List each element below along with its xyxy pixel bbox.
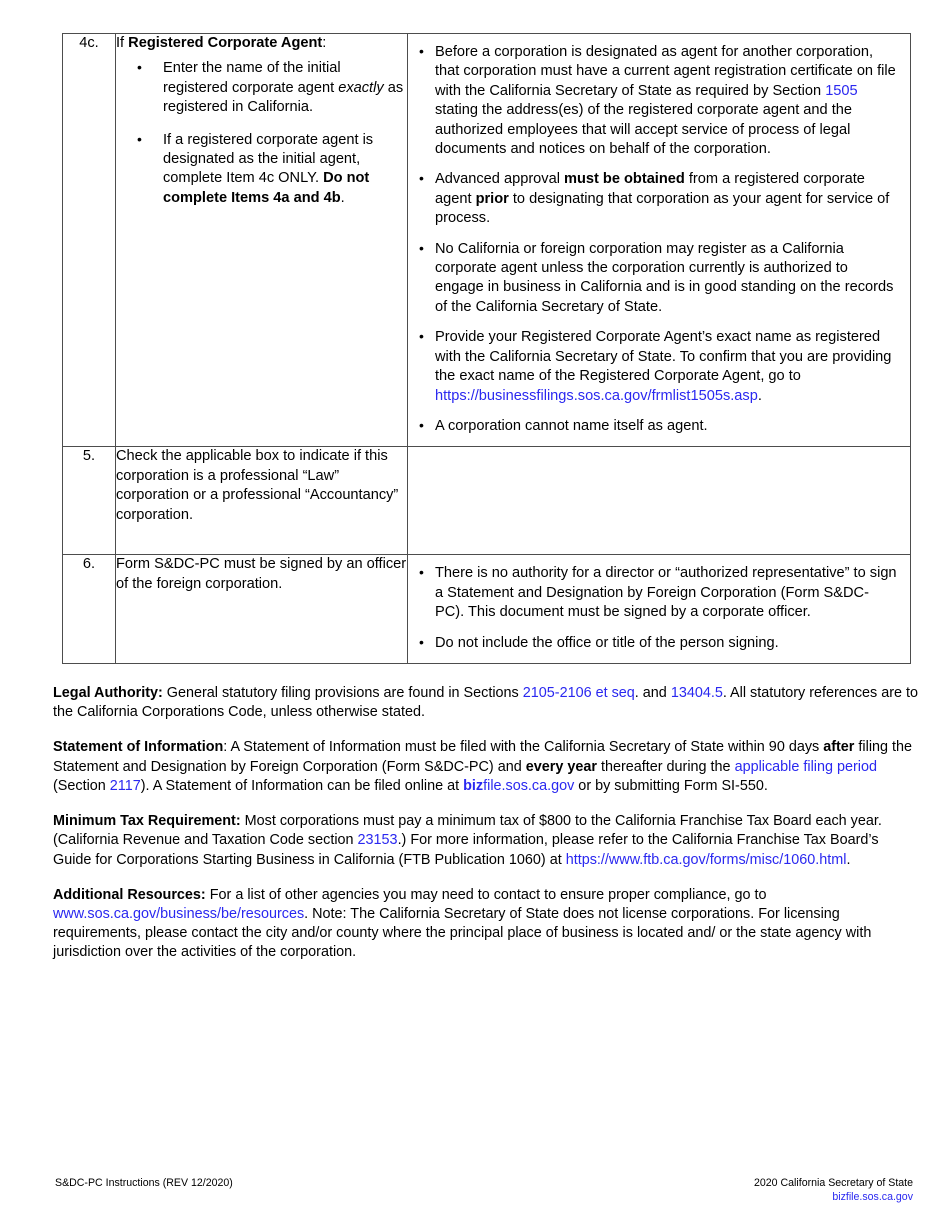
text-part: . All statutory references are to the California Corporations Code, unless otherwise stated. <box>53 685 919 721</box>
section-23153-link[interactable]: 23153 <box>357 832 398 849</box>
bullet-text-part: Enter the name of the initial registered corporate agent <box>163 60 341 96</box>
item-number: 5. <box>82 448 96 465</box>
footer-agency-name: 2020 California Secretary of State <box>754 1177 913 1189</box>
list-item <box>116 59 407 117</box>
table-row <box>63 34 911 447</box>
item-number-cell <box>63 34 116 447</box>
bullet-text-part: Do not include the office or title of the person signing. <box>435 634 779 651</box>
list-item <box>418 328 898 406</box>
item-number: 4c. <box>79 35 99 51</box>
instructions-table <box>62 33 911 664</box>
bullet-bold: prior <box>475 190 509 207</box>
item-detail-cell <box>408 555 911 664</box>
list-item <box>418 564 898 622</box>
legal-authority-heading: Legal Authority: <box>53 685 163 701</box>
item-number-cell <box>63 447 116 555</box>
list-item <box>116 131 407 209</box>
footer-form-id: S&DC-PC Instructions (REV 12/2020) <box>55 1177 233 1189</box>
text-part: : A Statement of Information must be filed with the California Secretary of State within 90 days <box>223 739 824 756</box>
text-part: .) For more information, please refer to the California Franchise Tax Board’s Guide for Corporations Starting Business in California (FTB Publication 1060) at <box>53 832 879 868</box>
item-detail-cell <box>408 34 911 447</box>
bullet-text-part: Provide your Registered Corporate Agent’s exact name as registered with the California Secretary of State. To confirm that you are providing the exact name of the Registered Corporate Agent, go to <box>435 329 892 385</box>
item-text: Check the applicable box to indicate if this corporation is a professional “Law” corporation or a professional “Accountancy” corporation. <box>116 448 399 523</box>
item-description-cell <box>116 34 408 447</box>
footer-agency-block <box>754 1176 913 1205</box>
legal-authority-paragraph <box>53 684 919 722</box>
section-13404-5-link[interactable]: 13404.5 <box>670 685 723 701</box>
text-part: . and <box>634 685 671 701</box>
item-number: 6. <box>82 556 96 573</box>
statement-of-information-heading: Statement of Information <box>53 739 224 756</box>
text-part: ). A Statement of Information can be filed online at <box>140 777 464 794</box>
text-part: thereafter during the <box>596 758 735 775</box>
footer-bizfile-link[interactable]: bizfile.sos.ca.gov <box>832 1191 913 1204</box>
bullet-text-part: A corporation cannot name itself as agent. <box>435 417 708 434</box>
list-item <box>418 240 898 318</box>
sections-2105-2106-link[interactable]: 2105-2106 et seq <box>522 685 635 701</box>
text-part: (Section <box>53 777 110 794</box>
businessfilings-link[interactable]: https://businessfilings.sos.ca.gov/frmlist1505s.asp <box>435 387 758 404</box>
lead-prefix: If <box>116 35 129 51</box>
lead-bold: Registered Corporate Agent <box>128 35 323 51</box>
bizfile-link-prefix[interactable]: biz <box>463 777 484 794</box>
additional-resources-heading: Additional Resources: <box>53 886 206 903</box>
list-item <box>418 170 898 228</box>
applicable-filing-period-link[interactable]: applicable filing period <box>734 758 877 775</box>
text-part: . Note: The California Secretary of State does not license corporations. For licensing requirements, please contact the city and/or county where the principal place of business is located and/ or the state agency with jurisdiction over the activities of the corporation. <box>53 905 872 961</box>
left-bullet-list <box>116 59 407 208</box>
item-text: Form S&DC-PC must be signed by an officer of the foreign corporation. <box>116 556 407 592</box>
section-1505-link[interactable]: 1505 <box>825 82 858 99</box>
bullet-text-part: Advanced approval <box>435 171 564 188</box>
bullet-bold: Do not complete Items 4a and 4b <box>163 170 370 206</box>
text-bold: every year <box>525 758 597 775</box>
minimum-tax-heading: Minimum Tax Requirement: <box>53 813 241 830</box>
bullet-text-part: from a registered corporate agent <box>435 171 865 207</box>
bizfile-link[interactable]: file.sos.ca.gov <box>483 777 575 794</box>
ftb-1060-link[interactable]: https://www.ftb.ca.gov/forms/misc/1060.html <box>565 851 847 868</box>
list-item <box>418 43 898 159</box>
item-detail-cell <box>408 447 911 555</box>
additional-resources-paragraph <box>53 886 919 963</box>
bullet-text-part: stating the address(es) of the registered corporate agent and the authorized employees that will accept service of process of legal documents and notices on behalf of the corporation. <box>435 102 852 158</box>
bullet-text-part: . <box>757 387 762 404</box>
table-row <box>63 447 911 555</box>
bullet-emphasis: exactly <box>338 79 384 96</box>
statement-of-information-paragraph <box>53 738 919 796</box>
bullet-text-part: If a registered corporate agent is designated as the initial agent, complete Item 4c ONLY. <box>163 131 374 187</box>
bullet-text-part: There is no authority for a director or “authorized representative” to sign a Statement and Designation by Foreign Corporation (Form S&DC-PC). This document must be signed by a corporate officer. <box>435 565 897 621</box>
bullet-text-part: Before a corporation is designated as agent for another corporation, that corporation must have a current agent registration certificate on file with the California Secretary of State as required by Section <box>435 44 896 99</box>
text-part: or by submitting Form SI-550. <box>574 777 768 794</box>
text-part: . <box>846 851 851 868</box>
list-item <box>418 634 898 653</box>
bullet-bold: must be obtained <box>564 171 685 188</box>
item-number-cell <box>63 555 116 664</box>
sos-resources-link[interactable]: www.sos.ca.gov/business/be/resources <box>53 905 305 922</box>
right-bullet-list <box>418 564 898 653</box>
text-part: filing the Statement and Designation by Foreign Corporation (Form S&DC-PC) and <box>53 739 913 775</box>
minimum-tax-paragraph <box>53 812 919 870</box>
table-row <box>63 555 911 664</box>
right-bullet-list <box>418 43 898 436</box>
item-lead-text <box>116 34 407 53</box>
bullet-text-part: to designating that corporation as your agent for service of process. <box>435 190 890 227</box>
text-part: For a list of other agencies you may need to contact to ensure proper compliance, go to <box>205 886 767 903</box>
notes-section <box>53 684 919 963</box>
section-2117-link[interactable]: 2117 <box>109 777 141 794</box>
text-bold: after <box>823 739 855 756</box>
list-item <box>418 417 898 436</box>
bullet-text-part: No California or foreign corporation may register as a California corporate agent unless the corporation currently is authorized to engage in business in California and is in good standing on the records of the California Secretary of State. <box>435 240 894 315</box>
bullet-text-part: . <box>340 189 345 206</box>
bullet-text-part: as registered in California. <box>163 79 404 116</box>
lead-suffix: : <box>322 35 327 51</box>
item-description-cell <box>116 555 408 664</box>
text-part: Most corporations must pay a minimum tax of $800 to the California Franchise Tax Board each year. (California Revenue and Taxation Code section <box>53 813 882 849</box>
text-part: General statutory filing provisions are found in Sections <box>162 685 523 701</box>
item-description-cell <box>116 447 408 555</box>
